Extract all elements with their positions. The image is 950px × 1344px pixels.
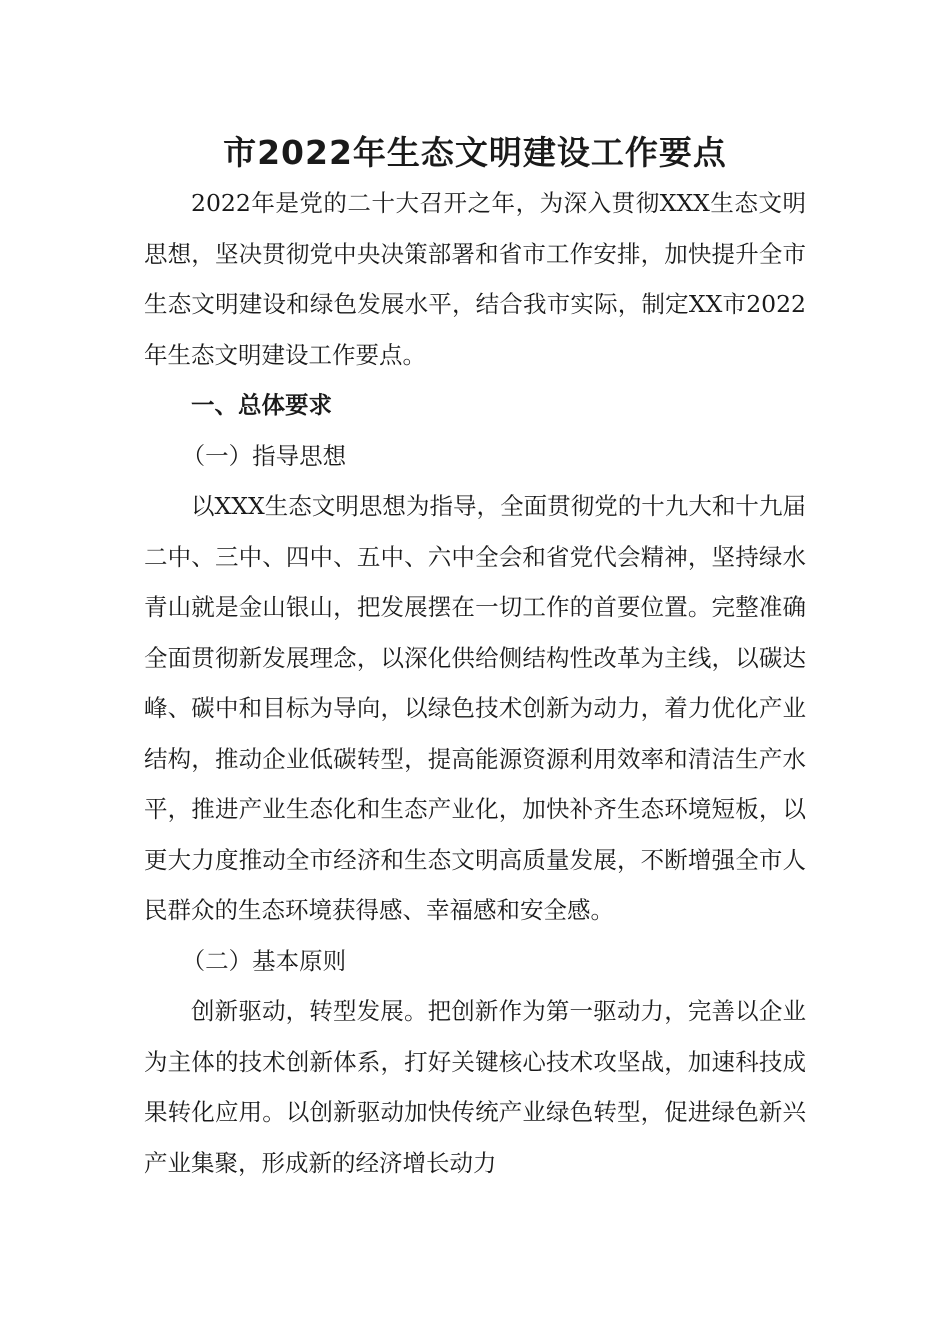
intro-paragraph: 2022年是党的二十大召开之年，为深入贯彻XXX生态文明思想，坚决贯彻党中央决策部署和省市工作安排，加快提升全市生态文明建设和绿色发展水平，结合我市实际，制定XX市2022年生态文明建设工作要点。 bbox=[144, 189, 806, 369]
guiding-thought-paragraph: 以XXX生态文明思想为指导，全面贯彻党的十九大和十九届二中、三中、四中、五中、六中全会和省党代会精神，坚持绿水青山就是金山银山，把发展摆在一切工作的首要位置。完整准确全面贯彻新发展理念，以深化供给侧结构性改革为主线，以碳达峰、碳中和目标为导向，以绿色技术创新为动力，着力优化产业结构，推动企业低碳转型，提高能源资源利用效率和清洁生产水平，推进产业生态化和生态产业化，加快补齐生态环境短板，以更大力度推动全市经济和生态文明高质量发展，不断增强全市人民群众的生态环境获得感、幸福感和安全感。 bbox=[144, 492, 806, 924]
document-title: 市2022年生态文明建设工作要点 bbox=[223, 133, 727, 172]
basic-principles-paragraph: 创新驱动，转型发展。把创新作为第一驱动力，完善以企业为主体的技术创新体系，打好关键核心技术攻坚战，加速科技成果转化应用。以创新驱动加快传统产业绿色转型，促进绿色新兴产业集聚，形成新的经济增长动力 bbox=[144, 997, 806, 1177]
document-body bbox=[144, 178, 806, 1188]
section-heading-general-requirements: 一、总体要求 bbox=[191, 391, 332, 419]
subsection-heading-guiding-thought: （一）指导思想 bbox=[181, 441, 347, 470]
subsection-heading-basic-principles: （二）基本原则 bbox=[181, 946, 347, 975]
